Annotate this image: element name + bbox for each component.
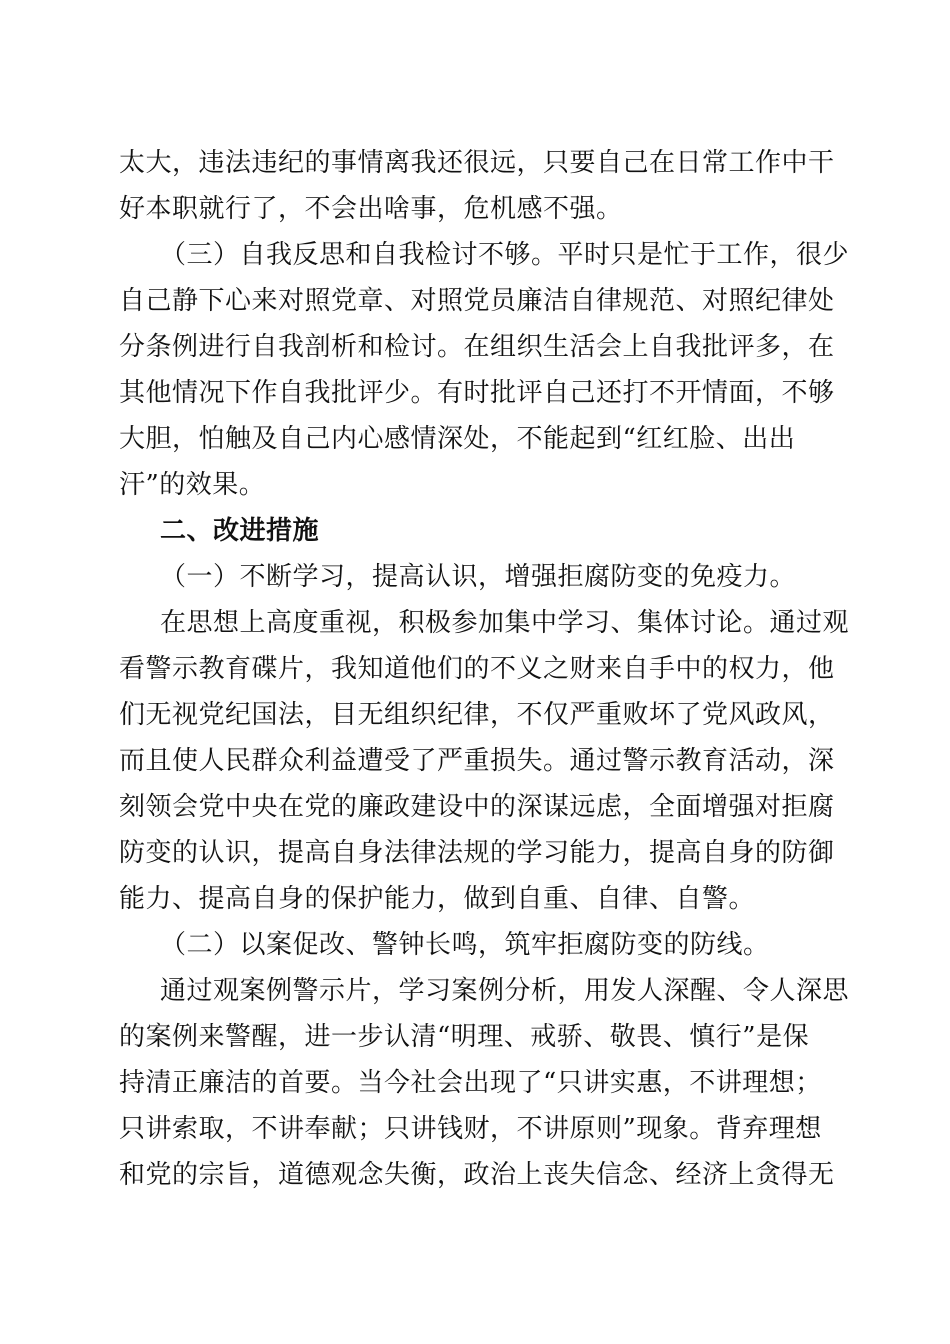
text-line: （三）自我反思和自我检讨不够。平时只是忙于工作，很少 — [160, 240, 850, 270]
text-line: 自己静下心来对照党章、对照党员廉洁自律规范、对照纪律处 — [119, 286, 835, 316]
text-line: 们无视党纪国法，目无组织纪律，不仅严重败坏了党风政风， — [119, 700, 835, 730]
text-line: 在思想上高度重视，积极参加集中学习、集体讨论。通过观 — [160, 608, 850, 638]
text-line: 刻领会党中央在党的廉政建设中的深谋远虑，全面增强对拒腐 — [119, 792, 835, 822]
text-line: 其他情况下作自我批评少。有时批评自己还打不开情面，不够 — [119, 378, 835, 408]
text-line: 能力、提高自身的保护能力，做到自重、自律、自警。 — [119, 884, 756, 914]
text-line: 持清正廉洁的首要。当今社会出现了“只讲实惠，不讲理想； — [119, 1068, 822, 1098]
subsection-heading: （二）以案促改、警钟长鸣，筑牢拒腐防变的防线。 — [160, 930, 770, 960]
text-line: 只讲索取，不讲奉献；只讲钱财，不讲原则”现象。背弃理想 — [119, 1114, 822, 1144]
text-line: 看警示教育碟片，我知道他们的不义之财来自手中的权力，他 — [119, 654, 835, 684]
text-line: 和党的宗旨，道德观念失衡，政治上丧失信念、经济上贪得无 — [119, 1160, 835, 1190]
section-heading: 二、改进措施 — [160, 516, 320, 546]
text-line: 分条例进行自我剖析和检讨。在组织生活会上自我批评多，在 — [119, 332, 835, 362]
text-line: 通过观案例警示片，学习案例分析，用发人深醒、令人深思 — [160, 976, 850, 1006]
text-line: 而且使人民群众利益遭受了严重损失。通过警示教育活动，深 — [119, 746, 835, 776]
subsection-heading: （一）不断学习，提高认识，增强拒腐防变的免疫力。 — [160, 562, 797, 592]
text-line: 太大，违法违纪的事情离我还很远，只要自己在日常工作中干 — [119, 148, 835, 178]
text-line: 汗”的效果。 — [119, 470, 266, 500]
text-line: 防变的认识，提高自身法律法规的学习能力，提高自身的防御 — [119, 838, 835, 868]
text-line: 好本职就行了，不会出啥事，危机感不强。 — [119, 194, 623, 224]
text-line: 的案例来警醒，进一步认清“明理、戒骄、敬畏、慎行”是保 — [119, 1022, 810, 1052]
text-line: 大胆，怕触及自己内心感情深处，不能起到“红红脸、出出 — [119, 424, 796, 454]
